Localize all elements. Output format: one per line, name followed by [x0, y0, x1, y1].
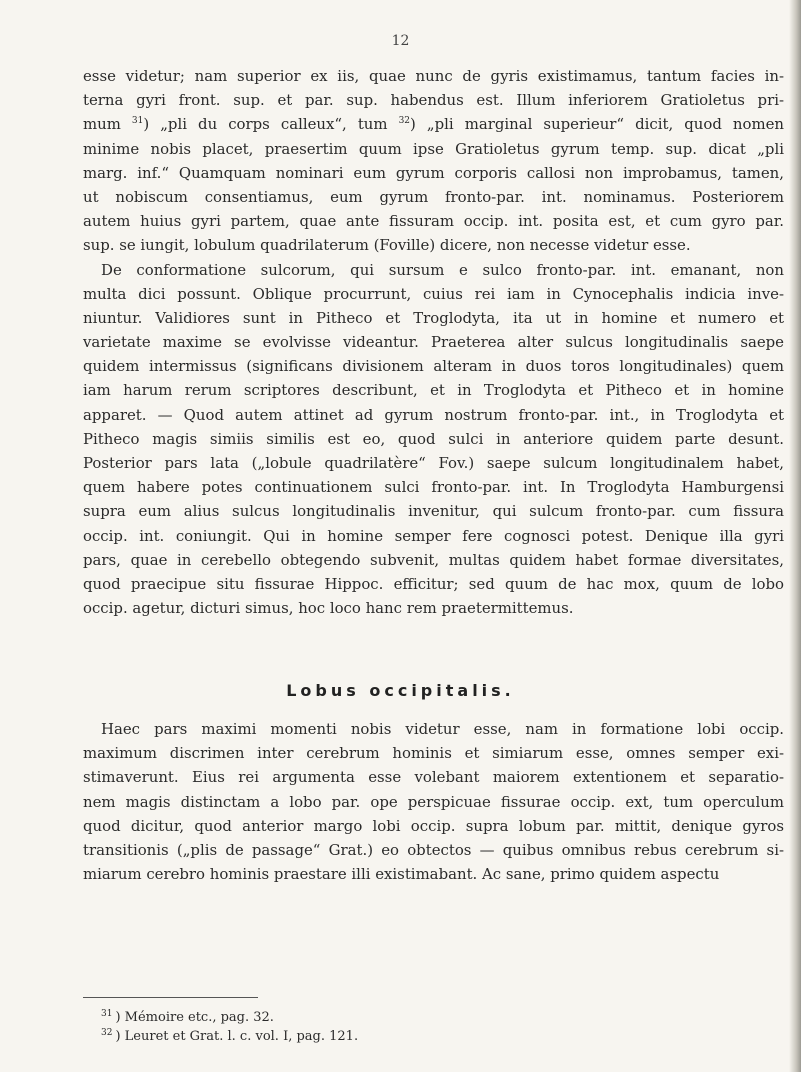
- body-text-bottom: [83, 717, 784, 886]
- text-line: multa dici possunt. Oblique procurrunt, cuius rei iam in Cynocephalis indicia inve-: [83, 284, 784, 303]
- text-line: apparet. — Quod autem attinet ad gyrum nostrum fronto-par. int., in Troglodyta et: [83, 405, 784, 424]
- text-line: niuntur. Validiores sunt in Pitheco et Troglodyta, ita ut in homine et numero et: [83, 308, 784, 327]
- text-line: Haec pars maximi momenti nobis videtur esse, nam in formatione lobi occip.: [101, 720, 784, 738]
- text-line: occip. agetur, dicturi simus, hoc loco hanc rem praetermittemus.: [83, 599, 574, 618]
- page-number: 12: [391, 33, 410, 49]
- footnote-divider: [83, 997, 258, 998]
- text-line: nem magis distinctam a lobo par. ope perspicuae fissurae occip. ext, tum operculum: [83, 792, 784, 811]
- text-line: occip. int. coniungit. Qui in homine semper fere cognosci potest. Denique illa gyri: [83, 526, 784, 545]
- text-line: minime nobis placet, praesertim quum ipse Gratioletus gyrum temp. sup. dicat „pli: [83, 139, 784, 158]
- text-line: Pitheco magis simiis similis est eo, quod sulci in anteriore quidem parte desunt.: [83, 429, 784, 448]
- footnote-mark: 31: [101, 1008, 113, 1019]
- footnote-32: [101, 1027, 358, 1046]
- text-line: iam harum rerum scriptores describunt, et in Troglodyta et Pitheco et in homine: [83, 381, 784, 400]
- text-line: pars, quae in cerebello obtegendo subvenit, multas quidem habet formae diversitates,: [83, 550, 784, 569]
- text-line: supra eum alius sulcus longitudinalis invenitur, qui sulcum fronto-par. cum fissura: [83, 502, 784, 521]
- text-line: esse videtur; nam superior ex iis, quae nunc de gyris existimamus, tantum facies in-: [83, 67, 784, 85]
- text-line: quod praecipue situ fissurae Hippoc. efficitur; sed quum de hac mox, quum de lobo: [83, 574, 784, 593]
- text-line: quod dicitur, quod anterior margo lobi occip. supra lobum par. mittit, denique gyros: [83, 816, 784, 835]
- footnote-text: ) Leuret et Grat. l. c. vol. I, pag. 121.: [115, 1029, 359, 1044]
- footnote-mark: 32: [101, 1027, 113, 1038]
- text-line: Posterior pars lata („lobule quadrilatère“ Fov.) saepe sulcum longitudinalem habet,: [83, 454, 784, 472]
- text-span: ) „pli marginal superieur“ dicit, quod nomen: [410, 115, 784, 134]
- text-line: terna gyri front. sup. et par. sup. habendus est. Illum inferiorem Gratioletus pri-: [83, 91, 784, 110]
- footnote-ref-32: 32: [398, 116, 411, 127]
- text-line: autem huius gyri partem, quae ante fissuram occip. int. posita est, et cum gyro par.: [83, 212, 784, 231]
- text-line: marg. inf.“ Quamquam nominari eum gyrum corporis callosi non improbamus, tamen,: [83, 163, 784, 182]
- text-line: maximum discrimen inter cerebrum hominis et simiarum esse, omnes semper exi-: [83, 744, 784, 763]
- text-line: miarum cerebro hominis praestare illi existimabant. Ac sane, primo quidem aspectu: [83, 865, 720, 884]
- page-edge-shadow: [789, 0, 801, 1072]
- footnote-31: [101, 1008, 358, 1027]
- text-line: stimaverunt. Eius rei argumenta esse volebant maiorem extentionem et separatio-: [83, 768, 784, 787]
- text-line: transitionis („plis de passage“ Grat.) eo obtectos — quibus omnibus rebus cerebrum si-: [83, 840, 784, 859]
- text-span: ) „pli du corps calleux“, tum: [143, 115, 399, 134]
- text-line: ut nobiscum consentiamus, eum gyrum fronto-par. int. nominamus. Posteriorem: [83, 187, 784, 206]
- footnote-ref-31: 31: [131, 116, 144, 127]
- text-line: varietate maxime se evolvisse videantur. Praeterea alter sulcus longitudinalis saepe: [83, 333, 784, 352]
- text-line: quidem intermissus (significans divisionem alteram in duos toros longitudinales) quem: [83, 357, 784, 376]
- text-line: De conformatione sulcorum, qui sursum e sulco fronto-par. int. emanant, non: [101, 260, 784, 279]
- section-heading: Lobus occipitalis.: [286, 681, 515, 700]
- text-span: mum: [83, 115, 132, 134]
- text-line: quem habere potes continuationem sulci fronto-par. int. In Troglodyta Hamburgensi: [83, 478, 784, 497]
- body-text-top: [83, 64, 784, 620]
- footnotes: [101, 1008, 358, 1046]
- text-line: sup. se iungit, lobulum quadrilaterum (Foville) dicere, non necesse videtur esse.: [83, 236, 691, 255]
- footnote-text: ) Mémoire etc., pag. 32.: [115, 1010, 274, 1025]
- text-line-with-footnote-refs: [83, 112, 784, 136]
